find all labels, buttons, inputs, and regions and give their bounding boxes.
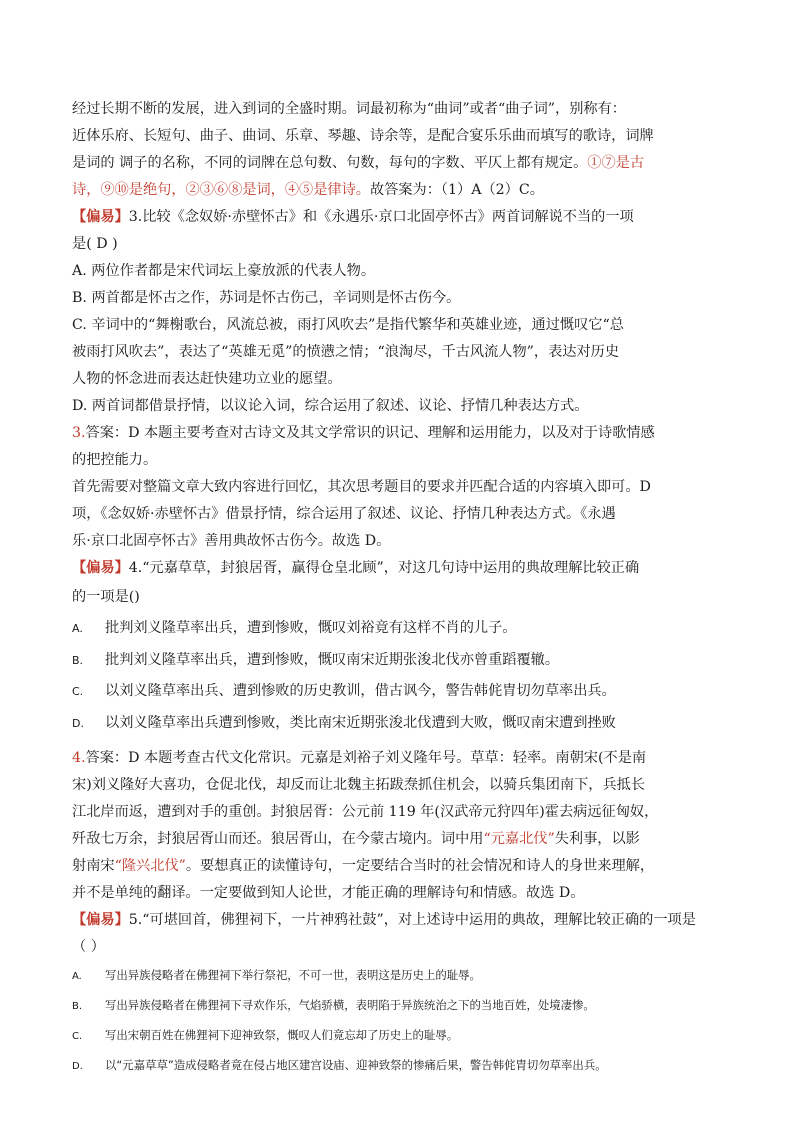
option-text: 写出宋朝百姓在佛狸祠下迎神致祭，慨叹人们竟忘却了历史上的耻辱。 xyxy=(105,1028,459,1042)
answer-4-line-1 xyxy=(72,745,727,772)
option-letter: C. xyxy=(72,1031,83,1042)
difficulty-tag: 【偏易】 xyxy=(72,912,129,928)
question-3-stem xyxy=(72,204,727,231)
question-4-option-b xyxy=(72,645,727,677)
difficulty-tag: 【偏易】 xyxy=(72,560,129,576)
answer-4-line-5-b: 。要想真正的读懂诗句，一定要结合当时的社会情况和诗人的身世来理解， xyxy=(185,858,655,874)
document-page xyxy=(72,96,727,1081)
question-3-option-c-3: 人物的怀念进而表达赶快建功立业的愿望。 xyxy=(72,371,342,387)
option-letter: B. xyxy=(72,653,84,667)
question-3-option-a: A. 两位作者都是宋代词坛上豪放派的代表人物。 xyxy=(72,263,376,279)
answer-4-line-2: 宋)刘义隆好大喜功，仓促北伐，却反而让北魏主拓跋焘抓住机会，以骑兵集团南下，兵抵长 xyxy=(72,777,646,793)
question-3-option-b: B. 两首都是怀古之作，苏词是怀古伤己，辛词则是怀古伤今。 xyxy=(72,290,461,306)
question-3-option-c-1: C. 辛词中的“舞榭歌台，风流总被，雨打风吹去”是指代繁华和英雄业迹，通过慨叹它“总 xyxy=(72,317,624,333)
intro-line-1: 经过长期不断的发展，进入到词的全盛时期。词最初称为“曲词”或者“曲子词”，别称有： xyxy=(72,101,626,117)
answer-3-text: 答案：D 本题主要考查对古诗文及其文学常识的识记、理解和运用能力，以及对于诗歌情感 xyxy=(85,425,655,441)
option-letter: A. xyxy=(72,971,82,982)
answer-3-label: 3. xyxy=(72,425,86,441)
intro-line-4-text: 故答案为：（1）A（2）C。 xyxy=(369,182,544,198)
answer-4-line-5 xyxy=(72,853,727,880)
option-text: 写出异族侵略者在佛狸祠下举行祭祀，不可一世，表明这是历史上的耻辱。 xyxy=(105,968,481,982)
option-text: 批判刘义隆草率出兵，遭到惨败，慨叹刘裕竟有这样不肖的儿子。 xyxy=(105,620,517,636)
intro-line-4 xyxy=(72,177,727,204)
question-5-stem-2: （ ） xyxy=(72,939,105,955)
answer-4-text: 答案：D 本题考查古代文化常识。元嘉是刘裕子刘义隆年号。草草：轻率。南朝宋(不是南 xyxy=(85,750,647,766)
option-text: 以刘义隆草率出兵遭到惨败，类比南宋近期张浚北伐遭到大败，慨叹南宋遭到挫败 xyxy=(105,714,616,731)
option-text: 批判刘义隆草率出兵，遭到惨败，慨叹南宋近期张浚北伐亦曾重蹈覆辙。 xyxy=(105,651,560,668)
intro-line-3-text: 是词的 调子的名称，不同的词牌在总句数、句数，每句的字数、平仄上都有规定。 xyxy=(72,155,588,171)
option-letter: D. xyxy=(72,1061,83,1072)
answer-3-line-5: 乐·京口北固亭怀古》善用典故怀古伤今。故选 D。 xyxy=(72,533,391,549)
question-3-stem-2: 是( D ) xyxy=(72,236,118,252)
question-4-option-a xyxy=(72,613,727,645)
intro-line-3 xyxy=(72,150,727,177)
answer-4-highlight-yuanjia: “元嘉北伐” xyxy=(483,831,555,847)
difficulty-tag: 【偏易】 xyxy=(72,209,129,225)
question-5-option-c xyxy=(72,1021,727,1051)
answer-4-line-3: 江北岸而返，遭到对手的重创。封狼居胥：公元前 119 年(汉武帝元狩四年)霍去病远征匈奴， xyxy=(72,804,659,820)
option-letter: A. xyxy=(72,622,83,635)
answer-4-line-4-b: 失利事，以影 xyxy=(554,831,640,847)
question-5-option-a xyxy=(72,961,727,991)
answer-4-line-4-a: 歼敌七万余，封狼居胥山而还。狼居胥山，在今蒙古境内。词中用 xyxy=(72,831,484,847)
question-4-stem-text: 4.“元嘉草草，封狼居胥，赢得仓皇北顾”，对这几句诗中运用的典故理解比较正确 xyxy=(128,560,640,576)
answer-3-line-3: 首先需要对整篇文章大致内容进行回忆，其次思考题目的要求并匹配合适的内容填入即可。D xyxy=(72,479,651,495)
answer-3-line-2: 的把控能力。 xyxy=(72,452,158,468)
question-4-stem xyxy=(72,555,727,582)
question-4-stem-2: 的一项是() xyxy=(72,589,140,605)
option-letter: C. xyxy=(72,685,84,698)
question-5-stem-text: 5.“可堪回首，佛狸祠下，一片神鸦社鼓”，对上述诗中运用的典故，理解比较正确的一项是 xyxy=(128,912,696,928)
answer-4-line-6: 并不是单纯的翻译。一定要做到知人论世，才能正确的理解诗句和情感。故选 D。 xyxy=(72,885,585,901)
option-text: 写出异族侵略者在佛狸祠下寻欢作乐，气焰骄横，表明陷于异族统治之下的当地百姓，处境凄惨。 xyxy=(105,998,595,1012)
question-5-stem xyxy=(72,907,727,934)
answer-3-line-1 xyxy=(72,420,727,447)
question-3-option-d: D. 两首词都借景抒情，以议论入词，综合运用了叙述、议论、抒情几种表达方式。 xyxy=(72,398,589,414)
intro-line-3-highlight: ①⑦是古 xyxy=(587,155,645,171)
question-5-option-d xyxy=(72,1051,727,1081)
question-4-option-d xyxy=(72,708,727,740)
answer-4-label: 4. xyxy=(72,750,86,766)
answer-3-line-4: 项，《念奴娇·赤壁怀古》借景抒情，综合运用了叙述、议论、抒情几种表达方式。《永遇 xyxy=(72,506,616,522)
question-4-option-c xyxy=(72,676,727,708)
option-letter: D. xyxy=(72,716,84,730)
answer-4-line-4 xyxy=(72,826,727,853)
question-3-option-c-2: 被雨打风吹去”，表达了“英雄无觅”的愤懑之情；“浪淘尽，千古风流人物”，表达对历史 xyxy=(72,344,620,360)
option-letter: B. xyxy=(72,1001,83,1012)
question-5-option-b xyxy=(72,991,727,1021)
answer-4-highlight-longxing: “隆兴北伐” xyxy=(114,858,186,874)
option-text: 以刘义隆草率出兵、遭到惨败的历史教训，借古讽今，警告韩侂胄切勿草率出兵。 xyxy=(105,683,616,699)
intro-line-2: 近体乐府、长短句、曲子、曲词、乐章、琴趣、诗余等，是配合宴乐乐曲而填写的歌诗，词牌 xyxy=(72,128,654,144)
answer-4-line-5-a: 射南宋 xyxy=(72,858,115,874)
option-text: 以“元嘉草草”造成侵略者竟在侵占地区建宫设庙、迎神致祭的惨痛后果，警告韩侂胄切勿草率出兵。 xyxy=(105,1058,607,1072)
question-3-stem-text: 3.比较《念奴娇·赤壁怀古》和《永遇乐·京口北固亭怀古》两首词解说不当的一项 xyxy=(128,209,634,225)
intro-line-4-highlight: 诗，⑨⑩是绝句，②③⑥⑧是词，④⑤是律诗。 xyxy=(72,182,370,198)
